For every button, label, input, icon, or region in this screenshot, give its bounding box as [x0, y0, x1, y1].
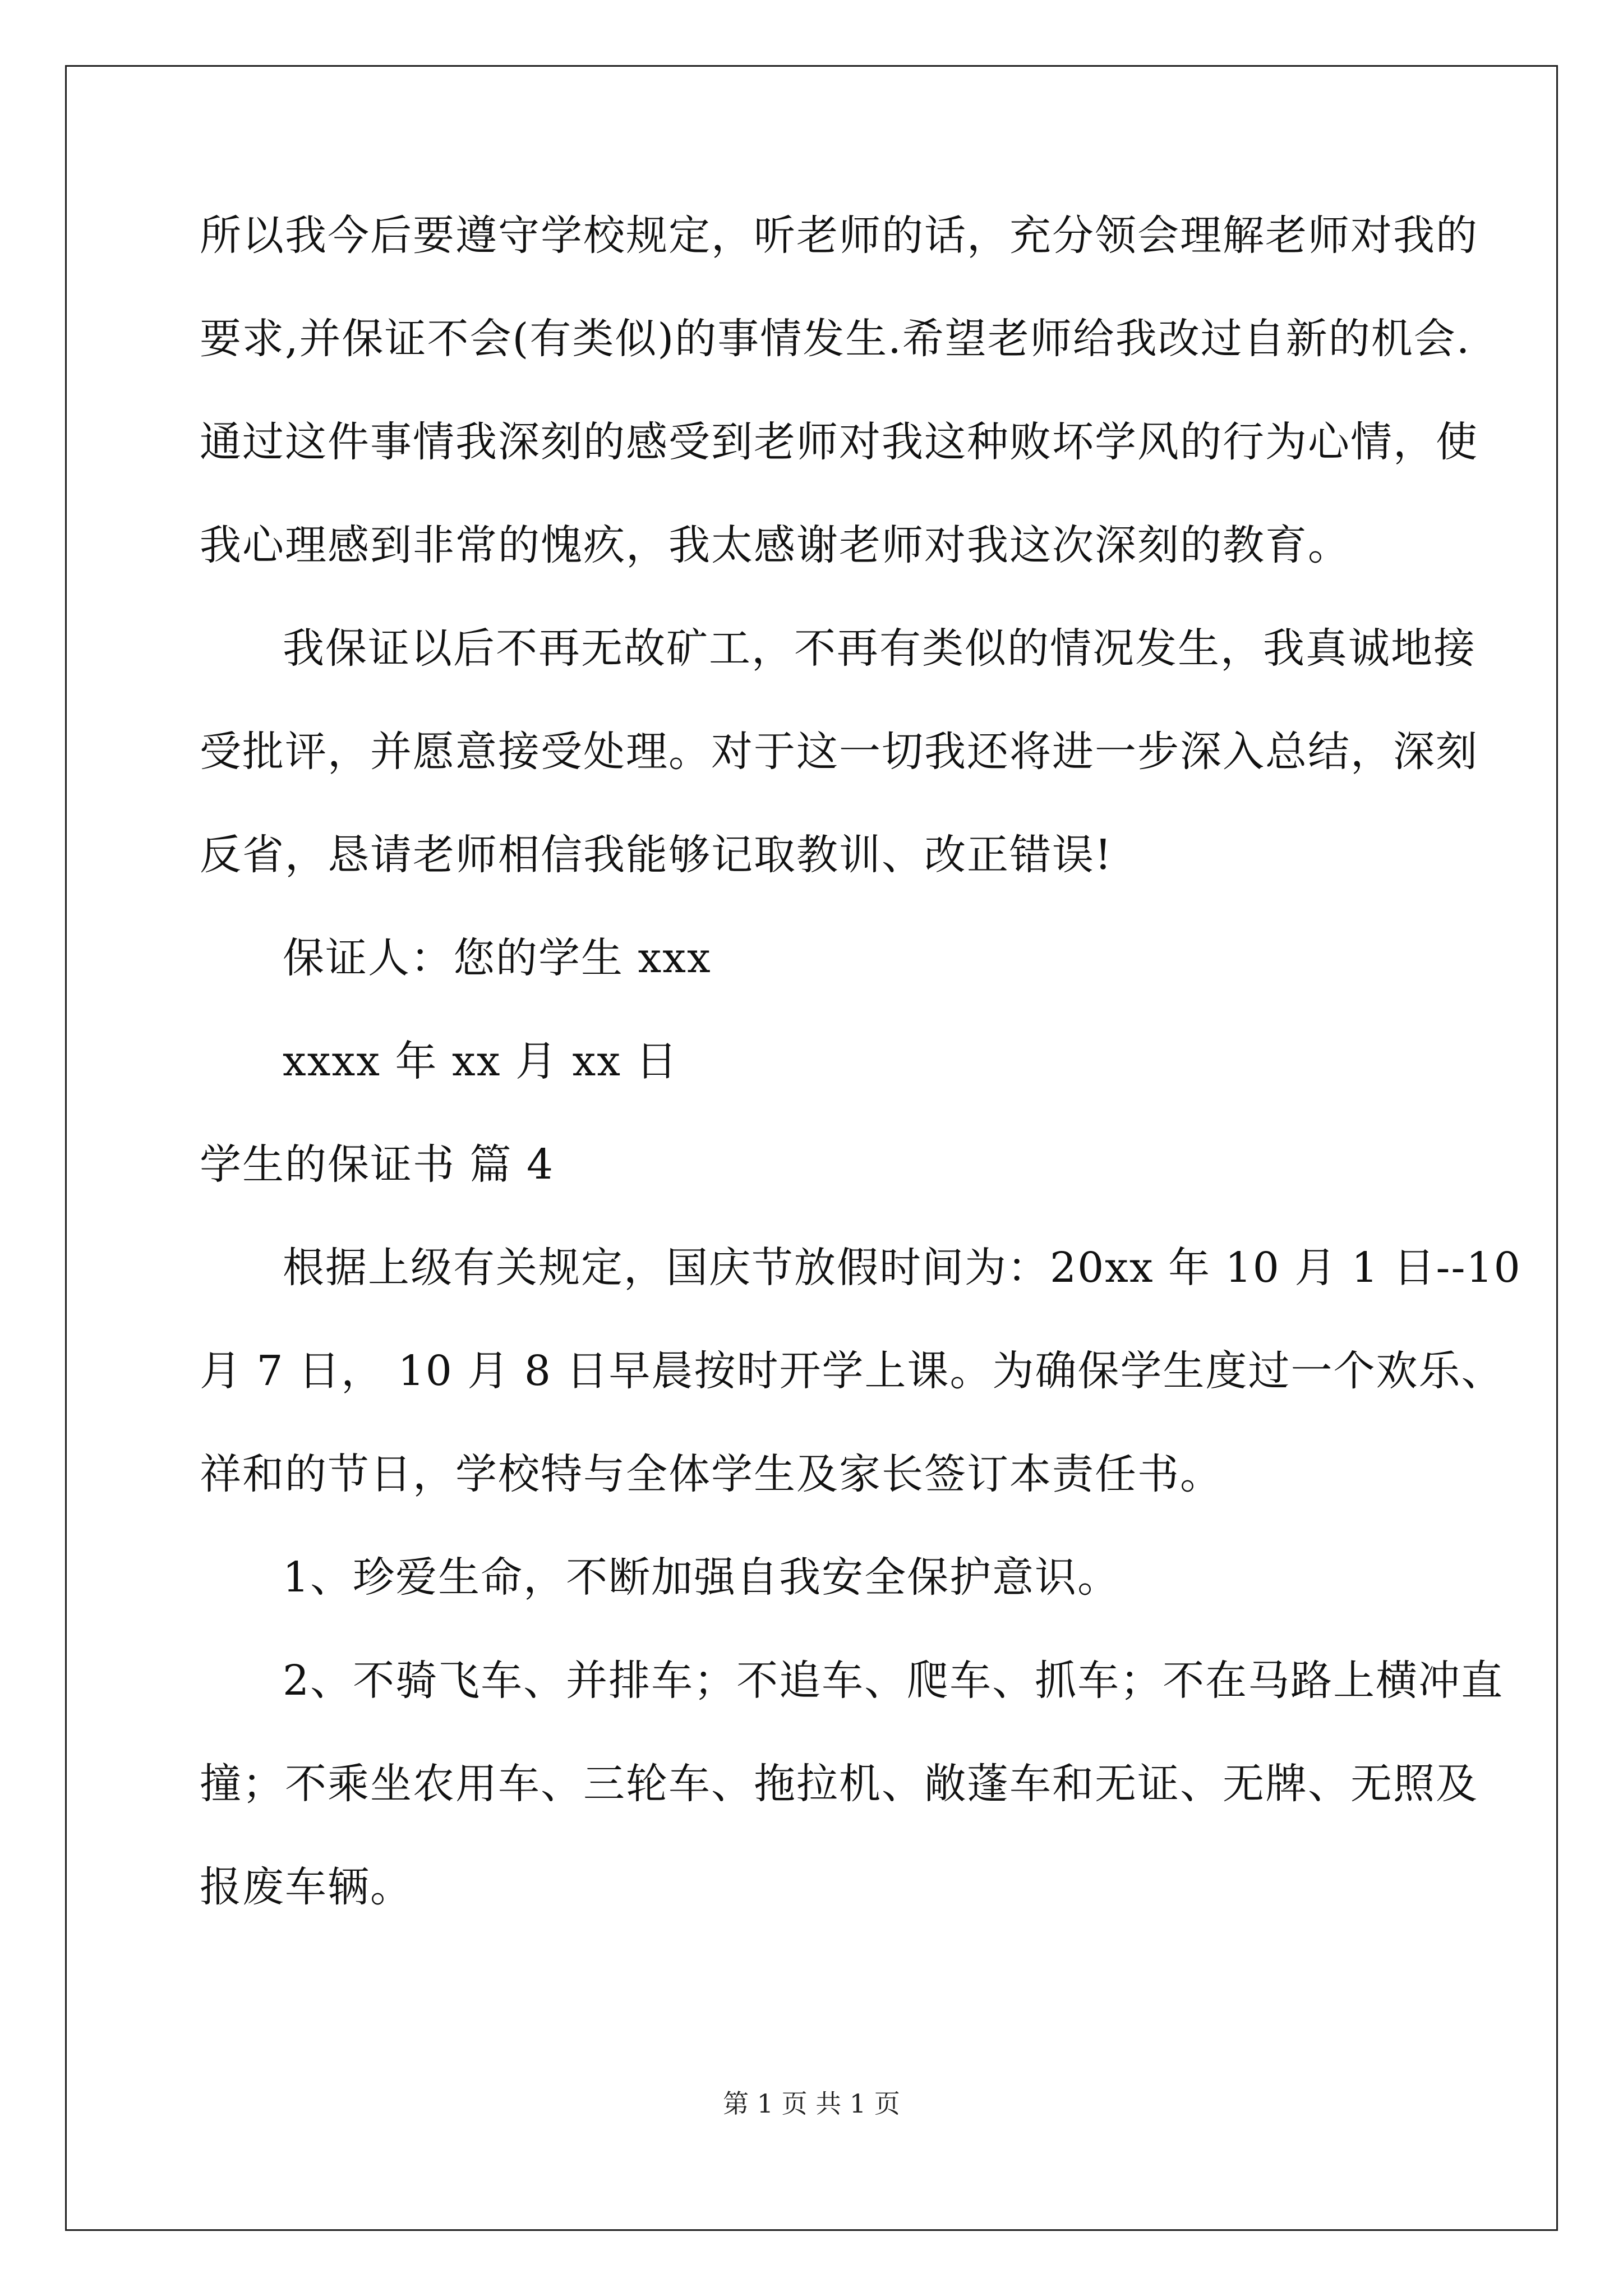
list-item: 1、珍爱生命，不断加强自我安全保护意识。: [283, 1553, 1121, 1602]
text-line: 月 7 日， 10 月 8 日早晨按时开学上课。为确保学生度过一个欢乐、: [200, 1347, 1504, 1395]
text-line: 要求,并保证不会(有类似)的事情发生.希望老师给我改过自新的机会.: [200, 315, 1471, 363]
section-heading: 学生的保证书 篇 4: [200, 1140, 555, 1189]
text-line: 所以我今后要遵守学校规定，听老师的话，充分领会理解老师对我的: [200, 211, 1478, 260]
signature-line: 保证人：您的学生 xxx: [283, 934, 712, 982]
text-line: 我保证以后不再无故矿工，不再有类似的情况发生，我真诚地接: [283, 624, 1476, 673]
text-line: 根据上级有关规定，国庆节放假时间为：20xx 年 10 月 1 日--10: [283, 1244, 1521, 1292]
page-footer: 第 1 页 共 1 页: [723, 2088, 900, 2119]
list-item: 2、不骑飞车、并排车；不追车、爬车、抓车；不在马路上横冲直: [283, 1657, 1504, 1705]
text-line: 受批评，并愿意接受处理。对于这一切我还将进一步深入总结，深刻: [200, 728, 1478, 776]
text-line: 通过这件事情我深刻的感受到老师对我这种败坏学风的行为心情，使: [200, 418, 1478, 466]
text-line: 反省，恳请老师相信我能够记取教训、改正错误!: [200, 831, 1113, 879]
text-line: 我心理感到非常的愧疚，我太感谢老师对我这次深刻的教育。: [200, 521, 1350, 569]
text-line: 撞；不乘坐农用车、三轮车、拖拉机、敞蓬车和无证、无牌、无照及: [200, 1760, 1478, 1808]
date-line: xxxx 年 xx 月 xx 日: [283, 1037, 679, 1085]
text-line: 祥和的节日，学校特与全体学生及家长签订本责任书。: [200, 1450, 1223, 1498]
text-line: 报废车辆。: [200, 1863, 413, 1911]
